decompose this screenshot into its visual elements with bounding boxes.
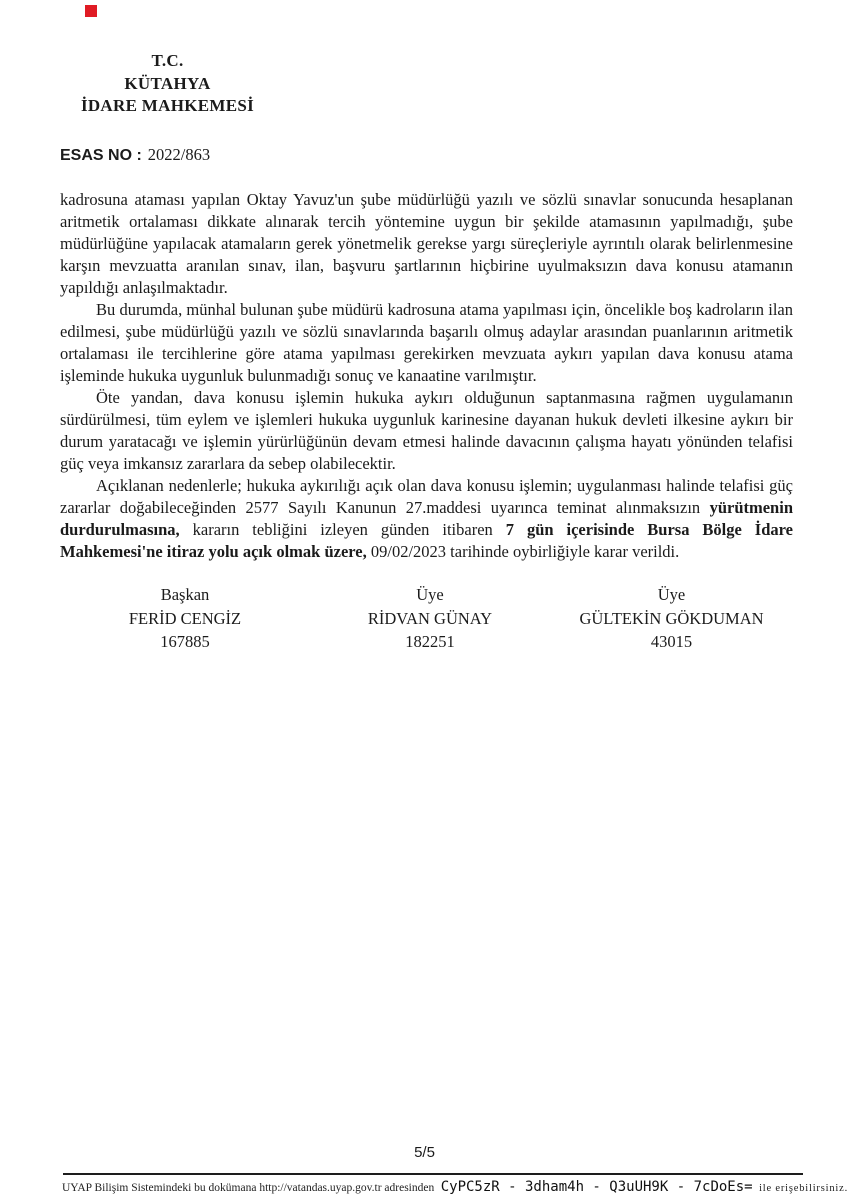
body-paragraph-3: Öte yandan, dava konusu işlemin hukuka aykırı olduğunun saptanmasına rağmen uygulamanın sürdürülmesi, tüm eylem ve işlemleri hukuka uygunluk karinesine dayanan hukuk devleti ilkesine aykırı bir durum yaratacağı ve işlemin yürürlüğünün devam etmesi halinde davacının çalışma hayatı yönünden telafisi güç veya imkansız zararlara da sebep olabilecektir. xyxy=(60,388,793,473)
signer-registry-number: 43015 xyxy=(650,632,693,651)
footer-divider xyxy=(63,1173,803,1175)
p4-ruling-bold: yürütmenin durdurulmasına, xyxy=(60,498,793,539)
court-header xyxy=(65,50,270,118)
p4-text-3: 09/02/2023 tarihinde oybirliğiyle karar verildi. xyxy=(366,542,680,561)
signature-block xyxy=(60,583,793,654)
red-square-marker xyxy=(85,5,97,17)
signer-role: Üye xyxy=(657,585,686,604)
p4-text-2: kararın tebliğini izleyen günden itibaren xyxy=(179,520,506,539)
case-number-row xyxy=(60,145,210,165)
case-number-label: ESAS NO : xyxy=(60,147,142,164)
signer-name: FERİD CENGİZ xyxy=(128,608,242,628)
page-number: 5/5 xyxy=(414,1144,435,1161)
signer-role: Üye xyxy=(416,585,444,604)
signer-president xyxy=(60,583,310,654)
body-paragraph-4 xyxy=(60,475,793,563)
uyap-footer-suffix: ile erişebilirsiniz. xyxy=(759,1183,848,1194)
signer-name: RİDVAN GÜNAY xyxy=(367,608,493,628)
uyap-footer-prefix: UYAP Bilişim Sistemindeki bu dokümana http://vatandas.uyap.gov.tr adresinden xyxy=(62,1182,435,1194)
case-number-value: 2022/863 xyxy=(147,145,211,164)
header-tc: T.C. xyxy=(151,51,184,70)
signer-name: GÜLTEKİN GÖKDUMAN xyxy=(579,608,764,628)
uyap-access-code: CyPC5zR - 3dham4h - Q3uUH9K - 7cDoEs= xyxy=(440,1179,753,1195)
decision-body xyxy=(60,189,793,563)
p4-text-1: Açıklanan nedenlerle; hukuka aykırılığı açık olan dava konusu işlemin; uygulanması halinde telafisi güç zararlar doğabileceğinden 2577 Sayılı Kanunun 27.maddesi uyarınca teminat alınmaksızın xyxy=(60,476,793,517)
body-paragraph-1: kadrosuna ataması yapılan Oktay Yavuz'un şube müdürlüğü yazılı ve sözlü sınavlar sonucunda hesaplanan aritmetik ortalaması dikkate alınarak tercih yöntemine uygun bir şekilde atamasının yapılmadığı, şube müdürlüğüne yapılacak atamaların gerek yönetmelik gerekse yargı süreçleriyle ayrıntılı olarak belirlenmesine karşın mevzuatta aranılan sınav, ilan, başvuru şartlarının hiçbirine uyulmaksızın dava konusu atamanın yapıldığı anlaşılmaktadır. xyxy=(60,190,793,297)
signer-registry-number: 167885 xyxy=(160,632,210,651)
signer-member-1 xyxy=(310,583,550,654)
header-city: KÜTAHYA xyxy=(124,73,211,93)
signer-role: Başkan xyxy=(160,585,210,604)
header-court-name: İDARE MAHKEMESİ xyxy=(80,96,255,115)
signer-registry-number: 182251 xyxy=(405,632,455,651)
uyap-footer xyxy=(62,1179,848,1195)
signer-member-2 xyxy=(550,583,793,654)
body-paragraph-2: Bu durumda, münhal bulunan şube müdürü kadrosuna atama yapılması için, öncelikle boş kadroların ilan edilmesi, şube müdürlüğü yazılı ve sözlü sınavlarında başarılı olmuş adaylar arasından puanlarının aritmetik ortalaması ile tercihlerine göre atama yapılması gerekirken mevzuata aykırı yapılan dava konusu atama işleminde hukuka uygunluk bulunmadığı sonuç ve kanaatine varılmıştır. xyxy=(60,300,793,385)
p4-appeal-bold: 7 gün içerisinde Bursa Bölge İdare Mahkemesi'ne itiraz yolu açık olmak üzere, xyxy=(60,520,793,561)
